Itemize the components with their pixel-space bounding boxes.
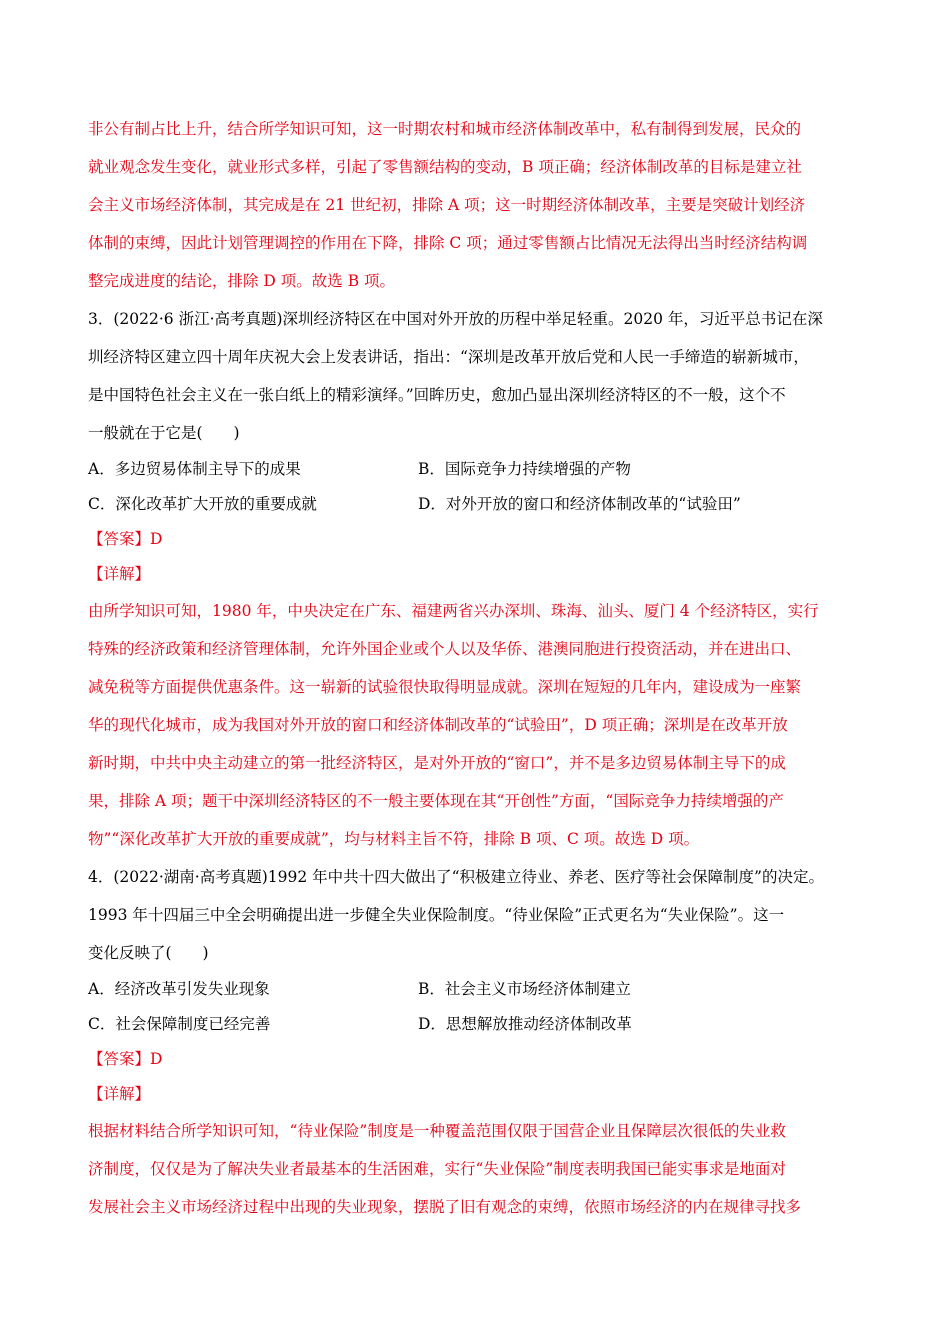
detail-line: 发展社会主义市场经济过程中出现的失业现象，摆脱了旧有观念的束缚，依照市场经济的内在规律寻找多 bbox=[88, 1198, 802, 1216]
option-c: C．深化改革扩大开放的重要成就 bbox=[88, 495, 317, 513]
explanation-line: 非公有制占比上升，结合所学知识可知，这一时期农村和城市经济体制改革中，私有制得到发展，民众的 bbox=[88, 120, 802, 138]
answer-line bbox=[88, 1042, 860, 1077]
answer-value: D bbox=[150, 1050, 163, 1068]
option-row bbox=[88, 452, 860, 487]
detail-line: 由所学知识可知，1980 年，中央决定在广东、福建两省兴办深圳、珠海、汕头、厦门 4 个经济特区，实行 bbox=[88, 602, 819, 620]
question-4 bbox=[88, 858, 860, 1226]
detail-label: 【详解】 bbox=[88, 565, 151, 583]
explanation-line: 整完成进度的结论，排除 D 项。故选 B 项。 bbox=[88, 272, 396, 290]
question-stem-line: 圳经济特区建立四十周年庆祝大会上发表讲话，指出：“深圳是改革开放后党和人民一手缔造的崭新城市， bbox=[88, 348, 809, 366]
answer-label: 【答案】 bbox=[88, 530, 151, 548]
question-stem-line: 1993 年十四届三中全会明确提出进一步健全失业保险制度。“待业保险”正式更名为“失业保险”。这一 bbox=[88, 906, 785, 924]
question-stem-line: 是中国特色社会主义在一张白纸上的精彩演绎。”回眸历史，愈加凸显出深圳经济特区的不一般，这个不 bbox=[88, 386, 786, 404]
document-page bbox=[88, 110, 860, 1226]
answer-value: D bbox=[150, 530, 163, 548]
option-d: D．对外开放的窗口和经济体制改革的“试验田” bbox=[418, 495, 741, 513]
detail-label: 【详解】 bbox=[88, 1085, 151, 1103]
option-c: C．社会保障制度已经完善 bbox=[88, 1015, 271, 1033]
detail-line: 华的现代化城市，成为我国对外开放的窗口和经济体制改革的“试验田”，D 项正确；深圳是在改革开放 bbox=[88, 716, 788, 734]
explanation-line: 会主义市场经济体制，其完成是在 21 世纪初，排除 A 项；这一时期经济体制改革，主要是突破计划经济 bbox=[88, 196, 806, 214]
option-b: B．社会主义市场经济体制建立 bbox=[418, 980, 631, 998]
option-b: B．国际竞争力持续增强的产物 bbox=[418, 460, 631, 478]
explanation-line: 体制的束缚，因此计划管理调控的作用在下降，排除 C 项；通过零售额占比情况无法得出当时经济结构调 bbox=[88, 234, 808, 252]
detail-line: 济制度，仅仅是为了解决失业者最基本的生活困难，实行“失业保险”制度表明我国已能实事求是地面对 bbox=[88, 1160, 786, 1178]
question-3 bbox=[88, 300, 860, 858]
question-stem-line: 一般就在于它是( ) bbox=[88, 424, 240, 442]
detail-line: 果，排除 A 项；题干中深圳经济特区的不一般主要体现在其“开创性”方面，“国际竞争力持续增强的产 bbox=[88, 792, 784, 810]
option-row bbox=[88, 1007, 860, 1042]
detail-line: 物”“深化改革扩大开放的重要成就”，均与材料主旨不符，排除 B 项、C 项。故选 D 项。 bbox=[88, 830, 700, 848]
detail-line: 根据材料结合所学知识可知，“待业保险”制度是一种覆盖范围仅限于国营企业且保障层次很低的失业救 bbox=[88, 1122, 786, 1140]
question-stem-line: 3．(2022·6 浙江·高考真题)深圳经济特区在中国对外开放的历程中举足轻重。2020 年，习近平总书记在深 bbox=[88, 310, 823, 328]
detail-line: 特殊的经济政策和经济管理体制，允许外国企业或个人以及华侨、港澳同胞进行投资活动，并在进出口、 bbox=[88, 640, 802, 658]
explanation-line: 就业观念发生变化，就业形式多样，引起了零售额结构的变动，B 项正确；经济体制改革的目标是建立社 bbox=[88, 158, 802, 176]
previous-explanation bbox=[88, 110, 860, 300]
option-row bbox=[88, 487, 860, 522]
detail-label-line bbox=[88, 557, 860, 592]
option-d: D．思想解放推动经济体制改革 bbox=[418, 1015, 632, 1033]
detail-line: 新时期，中共中央主动建立的第一批经济特区，是对外开放的“窗口”，并不是多边贸易体制主导下的成 bbox=[88, 754, 786, 772]
answer-line bbox=[88, 522, 860, 557]
question-stem-line: 变化反映了( ) bbox=[88, 944, 209, 962]
detail-label-line bbox=[88, 1077, 860, 1112]
answer-label: 【答案】 bbox=[88, 1050, 151, 1068]
option-a: A．经济改革引发失业现象 bbox=[88, 980, 270, 998]
option-a: A．多边贸易体制主导下的成果 bbox=[88, 460, 301, 478]
option-row bbox=[88, 972, 860, 1007]
question-stem-line: 4．(2022·湖南·高考真题)1992 年中共十四大做出了“积极建立待业、养老、医疗等社会保障制度”的决定。 bbox=[88, 868, 824, 886]
detail-line: 减免税等方面提供优惠条件。这一崭新的试验很快取得明显成就。深圳在短短的几年内，建设成为一座繁 bbox=[88, 678, 802, 696]
